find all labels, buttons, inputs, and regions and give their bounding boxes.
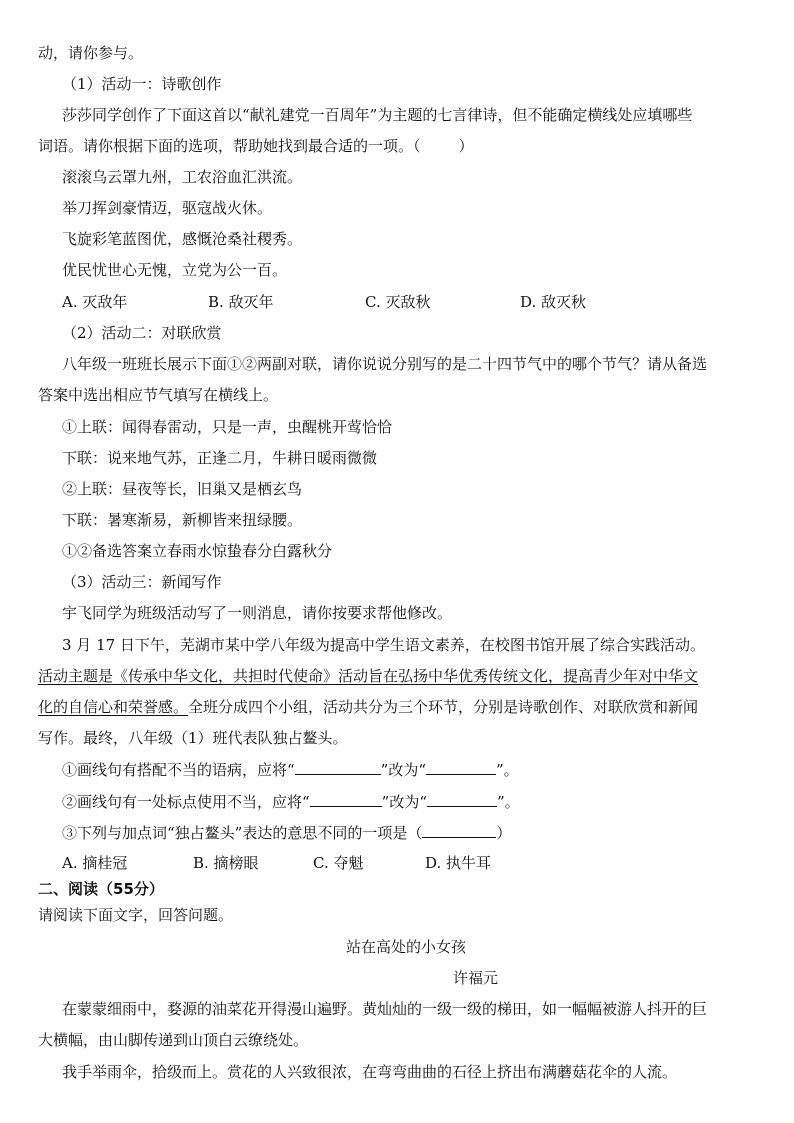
poem-line: 滚滚乌云罩九州，工农浴血汇洪流。 — [62, 168, 303, 186]
answer-blank[interactable] — [422, 823, 496, 838]
option-d: D. 敌灭秋 — [520, 293, 587, 311]
text-line: 写作。最终，八年级（1）班代表队独占鳌头。 — [38, 729, 348, 747]
answer-blank[interactable] — [310, 792, 382, 807]
activity2-heading: （2）活动二：对联欣赏 — [62, 324, 222, 342]
option-c: C. 灭敌秋 — [365, 293, 431, 311]
answer-blank[interactable] — [295, 760, 381, 775]
subquestion-text: ③下列与加点词“独占鳌头”表达的意思不同的一项是（ — [62, 824, 423, 842]
subquestion-1 — [62, 760, 519, 779]
subquestion-text: ”。 — [497, 793, 520, 811]
article-paragraph: 我手举雨伞，拾级而上。赏花的人兴致很浓，在弯弯曲曲的石径上挤出布满蘑菇花伞的人流。 — [62, 1063, 678, 1081]
article-author: 许福元 — [453, 969, 499, 987]
text-line: 八年级一班班长展示下面①②两副对联，请你说说分别写的是二十四节气中的哪个节气？请从备选 — [62, 355, 708, 373]
subquestion-text: ”。 — [496, 761, 519, 779]
text-line: 3 月 17 日下午，芜湖市某中学八年级为提高中学生语文素养，在校图书馆开展了综合实践活动。 — [62, 636, 705, 654]
question-line — [38, 137, 474, 155]
article-paragraph: 大横幅，由山脚传递到山顶白云缭绕处。 — [38, 1031, 309, 1049]
option-b: B. 敌灭年 — [208, 293, 274, 311]
poem-line: 优民忧世心无愧，立党为公一百。 — [62, 261, 288, 279]
poem-line: 举刀挥剑豪情迈，驱寇战火休。 — [62, 199, 273, 217]
couplet-line: 下联：暑寒渐易，新柳皆来扭绿腰。 — [62, 511, 303, 529]
article-paragraph: 在蒙蒙细雨中，婺源的油菜花开得漫山遍野。黄灿灿的一级一级的梯田，如一幅幅被游人抖开的巨 — [62, 1000, 708, 1018]
text-continuation: 全班分成四个小组，活动共分为三个环节，分别是诗歌创作、对联欣赏和新闻 — [188, 698, 699, 716]
poem-line: 飞旋彩笔蓝图优，感慨沧桑社稷秀。 — [62, 230, 303, 248]
activity3-heading: （3）活动三：新闻写作 — [62, 573, 222, 591]
option-d: D. 执牛耳 — [425, 854, 492, 872]
option-a: A. 摘桂冠 — [62, 854, 128, 872]
article-title: 站在高处的小女孩 — [346, 938, 467, 956]
couplet-line: ②上联：昼夜等长，旧巢又是栖玄鸟 — [62, 480, 303, 498]
answer-blank[interactable] — [427, 792, 497, 807]
subquestion-text: ） — [496, 824, 512, 842]
subquestion-3 — [62, 823, 511, 842]
question-text-end: ） — [458, 137, 474, 155]
text-line: 宇飞同学为班级活动写了一则消息，请你按要求帮他修改。 — [62, 604, 453, 622]
subquestion-text: ①画线句有搭配不当的语病，应将“ — [62, 761, 295, 779]
answer-options-line: ①②备选答案立春雨水惊蛰春分白露秋分 — [62, 542, 333, 560]
underlined-sentence-end: 化的自信心和荣誉感。 — [38, 698, 189, 716]
option-c: C. 夺魁 — [313, 854, 364, 872]
text-line: 答案中选出相应节气填写在横线上。 — [38, 386, 279, 404]
subquestion-text: ”改为“ — [381, 793, 428, 811]
section-intro: 请阅读下面文字，回答问题。 — [38, 906, 234, 924]
answer-blank[interactable] — [426, 760, 496, 775]
option-b: B. 摘榜眼 — [193, 854, 259, 872]
subquestion-2 — [62, 792, 520, 811]
section-heading: 二、阅读（55分） — [38, 880, 164, 898]
couplet-line: ①上联：闻得春雷动，只是一声，虫醒桃开莺恰恰 — [62, 418, 393, 436]
underlined-sentence: 活动主题是《传承中华文化，共担时代使命》活动旨在弘扬中华优秀传统文化，提高青少年对中华文 — [38, 667, 699, 685]
subquestion-text: ”改为“ — [380, 761, 427, 779]
activity1-heading: （1）活动一：诗歌创作 — [62, 75, 222, 93]
subquestion-text: ②画线句有一处标点使用不当，应将“ — [62, 793, 310, 811]
text-line: 莎莎同学创作了下面这首以“献礼建党一百周年”为主题的七言律诗，但不能确定横线处应填哪些 — [62, 106, 693, 124]
text-line — [38, 698, 698, 716]
option-a: A. 灭敌年 — [62, 293, 128, 311]
text-line: 动，请你参与。 — [38, 44, 144, 62]
couplet-line: 下联：说来地气苏，正逢二月，牛耕日暖雨微微 — [62, 449, 378, 467]
question-text: 词语。请你根据下面的选项，帮助她找到最合适的一项。（ — [38, 137, 421, 155]
